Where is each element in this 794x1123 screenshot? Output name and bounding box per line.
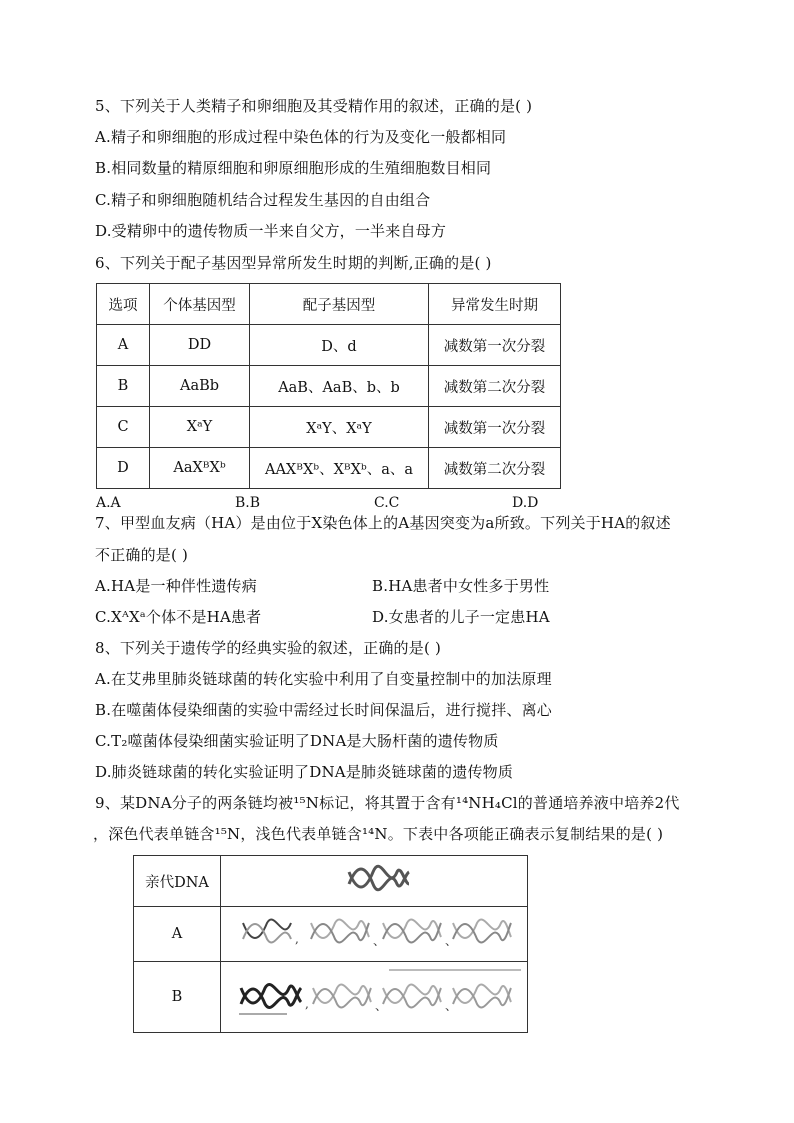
q6-row-individual: DD [150,325,250,366]
q6-header-option: 选项 [97,284,150,325]
q6-row-gamete: XᵃY、XᵃY [250,407,429,448]
q6-option-b: B.B [235,495,261,511]
table-row [97,407,561,448]
q8-option-b: B.在噬菌体侵染细菌的实验中需经过长时间保温后，进行搅拌、离心 [95,701,552,719]
q7-option-a: A.HA是一种伴性遗传病 [95,577,257,595]
q6-row-individual: AaBb [150,366,250,407]
q5-option-c: C.精子和卵细胞随机结合过程发生基因的自由组合 [95,191,431,209]
option-b-dna-cell [221,962,528,1033]
svg-text:、: 、 [375,999,388,1013]
q6-row-option: C [97,407,150,448]
q6-row-gamete: D、d [250,325,429,366]
q6-option-d: D.D [512,495,539,511]
q9-row-label: A [134,907,221,962]
q6-row-period: 减数第一次分裂 [429,407,561,448]
q5-option-a: A.精子和卵细胞的形成过程中染色体的行为及变化一般都相同 [95,128,507,146]
parent-dna-cell [221,856,528,907]
q9-table [133,855,528,1033]
svg-text:,: , [295,932,299,946]
q6-header-period: 异常发生时期 [429,284,561,325]
q5-option-d: D.受精卵中的遗传物质一半来自父方，一半来自母方 [95,222,447,240]
q5-stem: 5、下列关于人类精子和卵细胞及其受精作用的叙述，正确的是( ) [95,97,533,115]
q6-row-option: A [97,325,150,366]
table-row [97,366,561,407]
svg-text:、: 、 [373,934,386,948]
table-row [97,448,561,489]
q9-row-label: 亲代DNA [134,856,221,907]
q7-option-d: D.女患者的儿子一定患HA [372,608,550,626]
option-b-dna-image [221,962,527,1028]
q6-row-period: 减数第二次分裂 [429,366,561,407]
q6-option-a: A.A [96,495,121,511]
q6-row-gamete: AaB、AaB、b、b [250,366,429,407]
q6-stem: 6、下列关于配子基因型异常所发生时期的判断,正确的是( ) [95,254,492,272]
svg-text:、: 、 [445,934,458,948]
q7-option-b: B.HA患者中女性多于男性 [372,577,550,595]
q7-option-c: C.XᴬXᵃ个体不是HA患者 [95,608,262,626]
q6-row-individual: AaXᴮXᵇ [150,448,250,489]
q6-option-c: C.C [374,495,400,511]
q8-stem: 8、下列关于遗传学的经典实验的叙述，正确的是( ) [95,639,442,657]
svg-text:、: 、 [445,999,458,1013]
q9-stem: 9、某DNA分子的两条链均被¹⁵N标记，将其置于含有¹⁴NH₄Cl的普通培养液中培养2代 [95,794,680,812]
q6-header-gamete: 配子基因型 [250,284,429,325]
q7-stem-continued: 不正确的是( ) [95,546,189,564]
q8-option-a: A.在艾弗里肺炎链球菌的转化实验中利用了自变量控制中的加法原理 [95,670,552,688]
q9-row-label: B [134,962,221,1033]
q6-header-individual: 个体基因型 [150,284,250,325]
q6-table [96,283,561,489]
q9-stem-continued: ，深色代表单链含¹⁵N，浅色代表单链含¹⁴N。下表中各项能正确表示复制结果的是( ) [93,825,664,843]
q6-row-option: D [97,448,150,489]
q6-row-period: 减数第一次分裂 [429,325,561,366]
q7-stem: 7、甲型血友病（HA）是由位于X染色体上的A基因突变为a所致。下列关于HA的叙述 [95,514,671,532]
q6-row-option: B [97,366,150,407]
q8-option-c: C.T₂噬菌体侵染细菌实验证明了DNA是大肠杆菌的遗传物质 [95,732,499,750]
q6-row-individual: XᵃY [150,407,250,448]
q8-option-d: D.肺炎链球菌的转化实验证明了DNA是肺炎链球菌的遗传物质 [95,763,514,781]
table-row [97,325,561,366]
svg-text:,: , [305,997,309,1011]
q6-row-period: 减数第二次分裂 [429,448,561,489]
parent-dna-image [221,856,527,902]
option-a-dna-image [221,907,527,957]
q6-row-gamete: AAXᴮXᵇ、XᴮXᵇ、a、a [250,448,429,489]
option-a-dna-cell [221,907,528,962]
q5-option-b: B.相同数量的精原细胞和卵原细胞形成的生殖细胞数目相同 [95,159,492,177]
